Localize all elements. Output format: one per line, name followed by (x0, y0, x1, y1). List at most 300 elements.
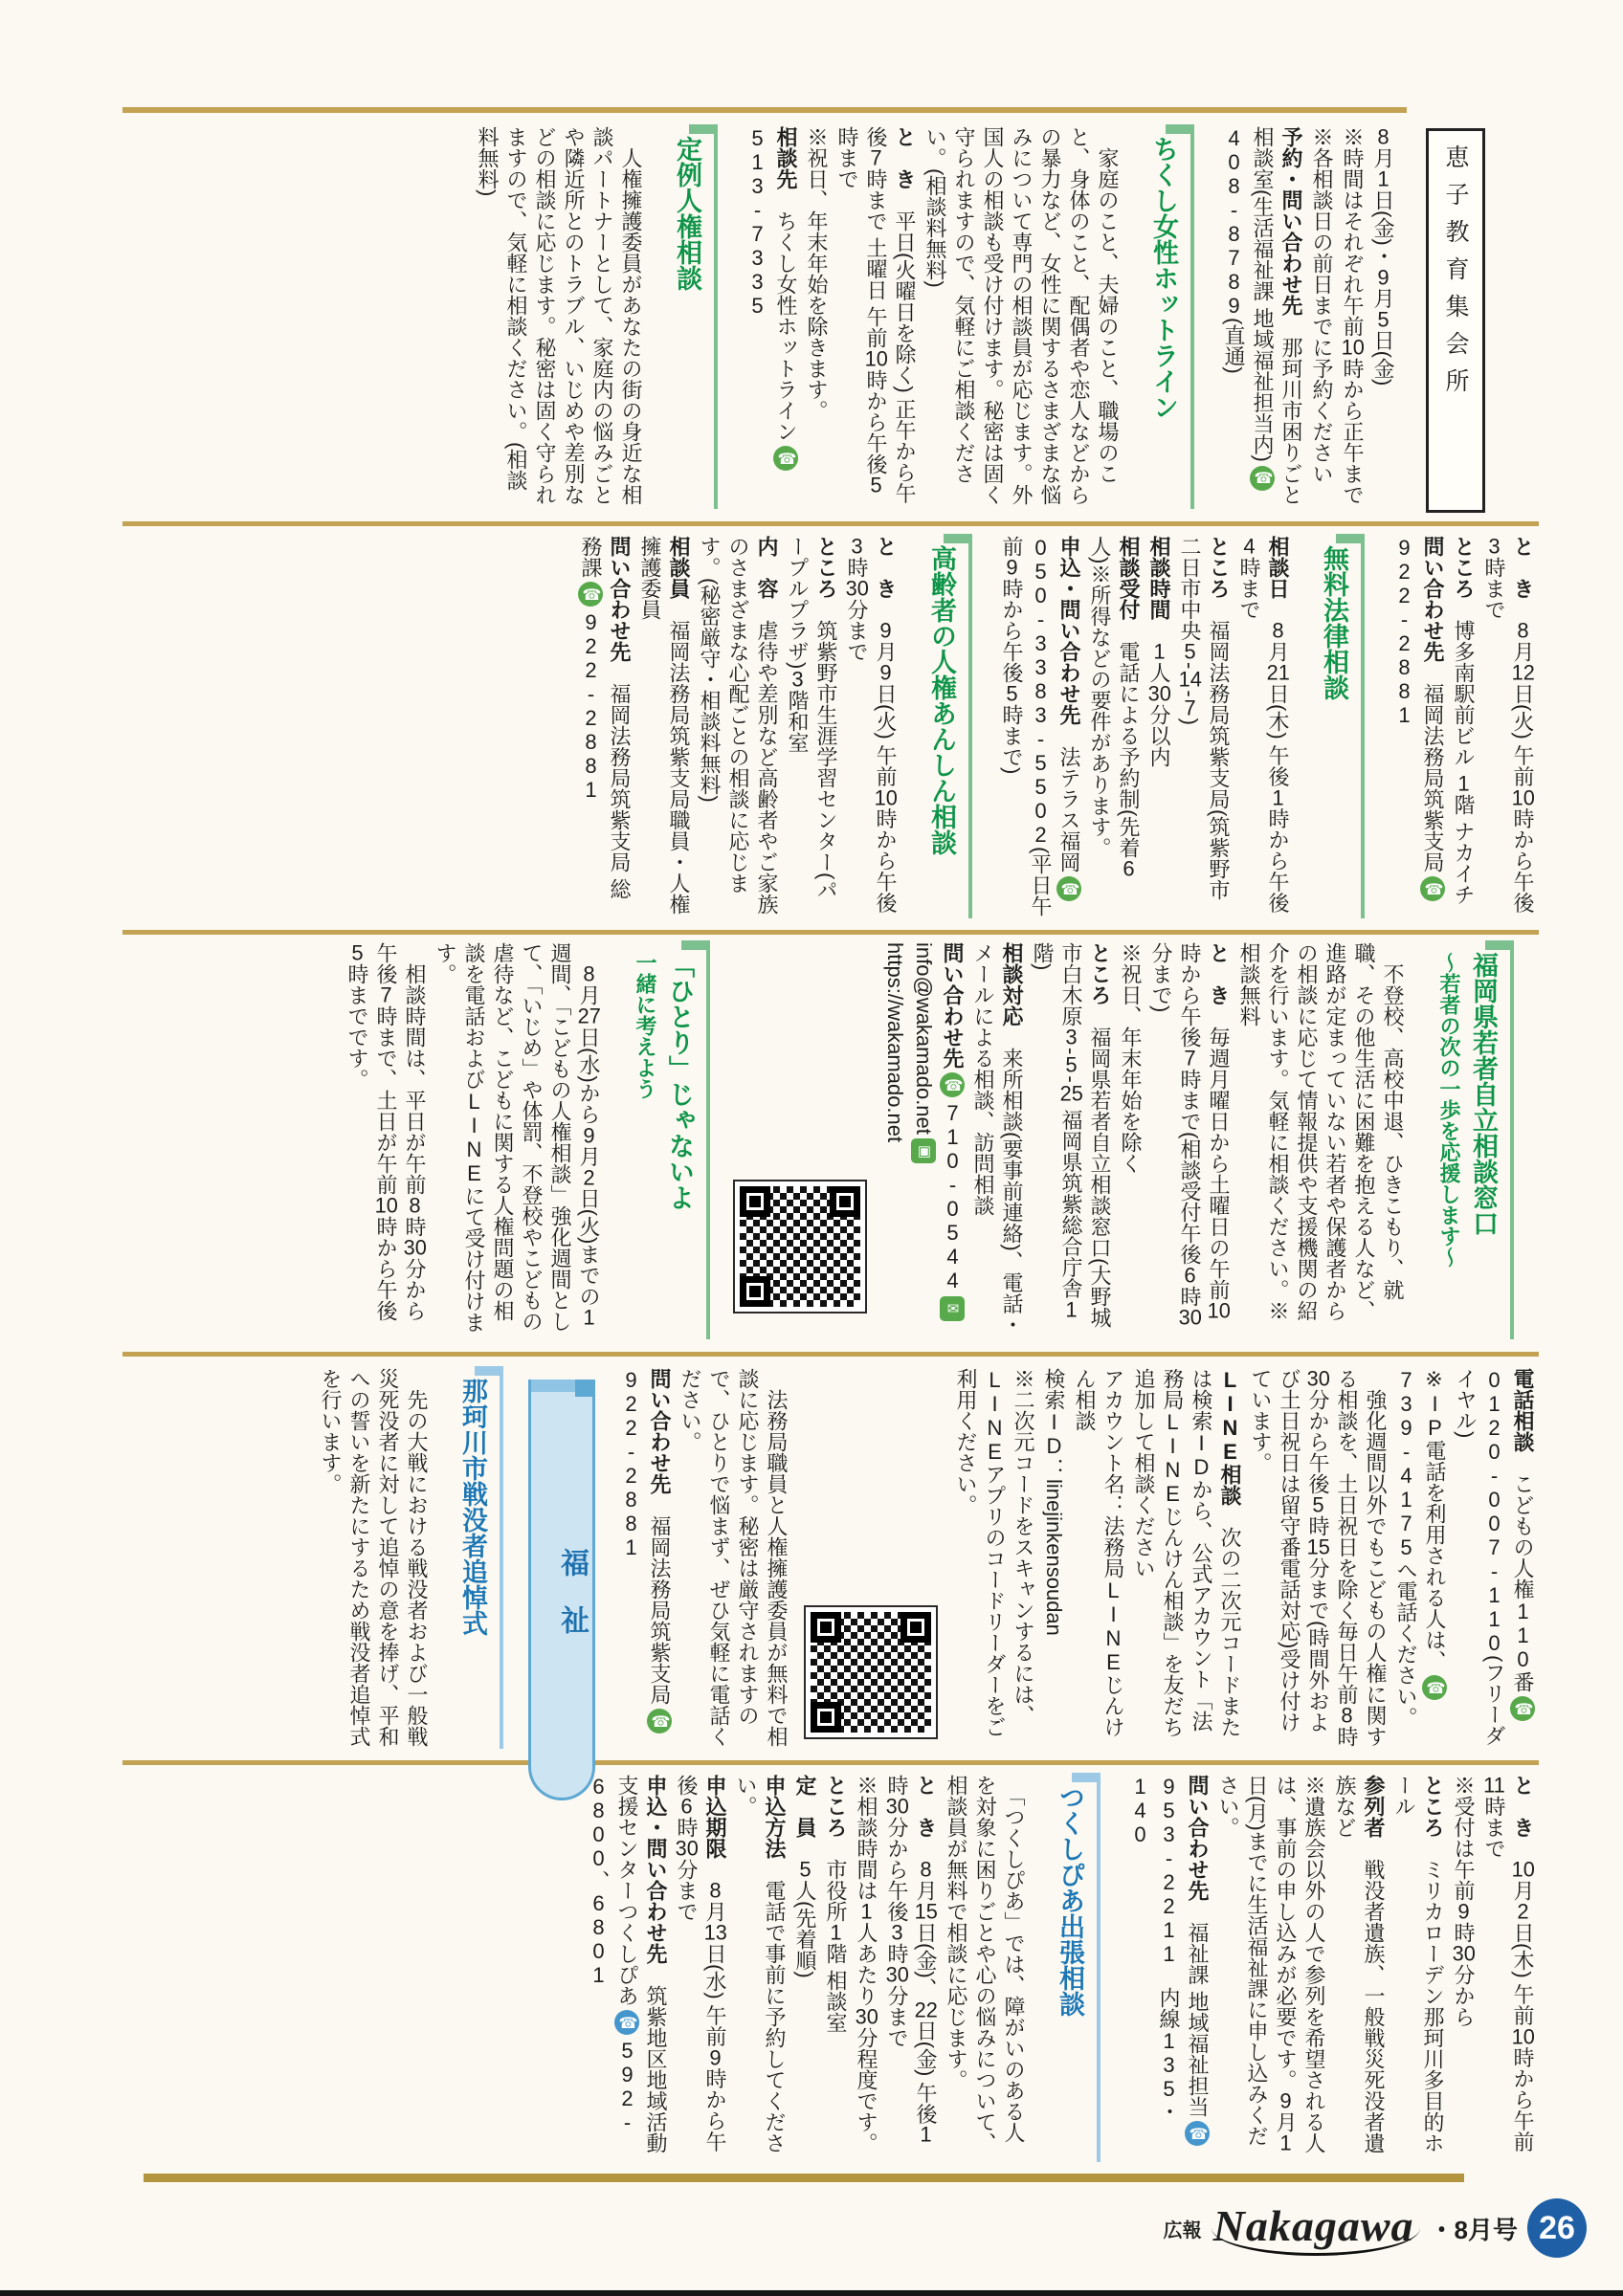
section-title (1047, 1775, 1101, 2162)
inline-number: 5 (1006, 683, 1018, 704)
paragraph (316, 1368, 431, 1749)
inline-number: 30 (845, 578, 869, 599)
inline-number: 15 (914, 1901, 938, 1922)
footer-brand-logo: Nakagawa (1212, 2200, 1420, 2256)
inline-number: 30 (1306, 1368, 1330, 1389)
inline-number: 21 (1266, 662, 1290, 683)
phone-number: 0120-007-110 (1482, 1368, 1506, 1655)
separator-line-bottom (144, 2174, 1464, 2182)
field-label: ところ (824, 1775, 848, 1838)
paragraph (802, 126, 831, 509)
inline-number: 10 (874, 786, 898, 808)
section-title (1426, 942, 1514, 1339)
inline-number: 110 (1511, 1600, 1535, 1671)
text-run: info@wakamado.net (912, 942, 936, 1135)
section-title (450, 1368, 503, 1749)
section-title-text: 高齢者の人権あんしん相談 (927, 545, 956, 855)
inline-number: IP (1423, 1392, 1447, 1440)
inline-number: ID (1189, 1431, 1213, 1479)
paragraph (695, 536, 781, 918)
field-label: 問い合わせ先 (1421, 536, 1445, 662)
paragraph (1234, 536, 1292, 918)
field-label: 問い合わせ先 (608, 536, 632, 662)
content-band-2 (92, 536, 1539, 918)
paragraph (1391, 1368, 1449, 1749)
text-run: 福岡法務局筑紫支局職員・人権擁護委員 (638, 536, 691, 915)
phone-icon: ☎ (614, 2010, 639, 2035)
paragraph (1070, 1368, 1127, 1749)
phone-icon: ☎ (1250, 466, 1275, 491)
inline-number: 9 (709, 2046, 722, 2068)
paragraph (1390, 1775, 1447, 2162)
field-label: 電話相談 (1511, 1368, 1535, 1452)
inline-number: 7 (380, 984, 392, 1005)
paragraph (672, 1775, 729, 2162)
phone-number: 922-2881 (619, 1368, 643, 1559)
section-title (1311, 536, 1365, 918)
qr-finder-pattern (740, 1276, 770, 1307)
inline-number: 5 (1377, 308, 1390, 330)
paragraph (676, 1368, 790, 1749)
inline-number: 22 (914, 1998, 938, 2020)
inline-number: 10 (1511, 1859, 1535, 1880)
inline-number: 4 (1243, 536, 1256, 557)
inline-number: 14 (1178, 669, 1202, 691)
inline-number: LINE (1101, 1578, 1125, 1674)
inline-number: 8 (1272, 620, 1284, 641)
separator-line-top (122, 107, 1407, 113)
text-run: 戦没者遺族、一般戦災死没者遺族など (1333, 1775, 1386, 2153)
qr-finder-pattern (830, 1186, 860, 1217)
paragraph (783, 536, 840, 918)
phone-icon: ☎ (1185, 2121, 1210, 2146)
text-run: (直通) (1222, 318, 1246, 374)
text-run: 福岡法務局筑紫支局(筑紫野市二日市中央5-14-7) (1178, 536, 1231, 901)
inline-number: 1 (1457, 773, 1470, 795)
inline-number: 30 (885, 1796, 909, 1817)
text-run: 電話による予約制(先着6人)※所得などの要件があります。 (1088, 536, 1141, 880)
boxed-section-title: 恵子教育集会所 (1426, 128, 1485, 513)
field-label: ところ (1452, 536, 1476, 599)
field-label: 内 容 (755, 536, 779, 599)
paragraph (951, 1368, 1037, 1749)
inline-number: 5 (1312, 1494, 1324, 1515)
field-label: 相談日 (1266, 536, 1290, 599)
inline-number: 12 (1511, 662, 1535, 683)
page-bottom-edge (0, 2290, 1623, 2296)
field-label: ところ (1421, 1775, 1445, 1838)
text-run: 先の大戦における戦没者および一般戦災死没者に対して追悼の意を捧げ、平和への誓いを新たにするため戦没者追悼式を行います。 (319, 1368, 429, 1747)
section-title-text: つくしぴあ出張相談 (1056, 1784, 1084, 2017)
text-run: アカウント名：法務局LINEじんけん相談 (1073, 1368, 1125, 1737)
text-run: 電話で事前に予約してください。 (734, 1775, 787, 2153)
inline-number: 5 (1065, 1054, 1078, 1076)
inline-number: 3 (1488, 536, 1501, 557)
text-run: 平日(火曜日を除く) 正午から午後7時まで 土曜日 午前10時から午後5時まで (835, 126, 917, 504)
inline-number: 30 (1147, 683, 1171, 704)
content-band-5 (92, 1775, 1539, 2162)
field-label: 相談対応 (1000, 942, 1024, 1027)
phone-number: 922-2881 (579, 610, 603, 802)
field-label: 定 員 (793, 1775, 817, 1838)
qr-finder-pattern (740, 1186, 770, 1217)
text-run: 那珂川市困りごと相談室(生活福祉課 地域福祉担当内) (1251, 126, 1303, 505)
phone-number: 922-2881 (1392, 536, 1416, 727)
field-label: と き (1511, 536, 1535, 599)
inline-number: 8 (709, 1880, 722, 1901)
text-run: 5人(先着順) (793, 1859, 817, 1978)
inline-number: 135 (1157, 2029, 1181, 2101)
inline-number: 30 (675, 1838, 699, 1859)
text-run: 8月1日(金)・9月5日(金) (1371, 126, 1395, 386)
inline-number: 9 (1279, 2090, 1292, 2111)
text-run: 福岡法務局筑紫支局 (1421, 662, 1445, 872)
section-title (1141, 126, 1194, 509)
text-run: 不登校、高校中退、ひきこもり、就職、その他生活に困難を抱える人など、進路が定まっていない若者や保護者からの相談に応じて情報提供や支援機関の紹介を行います。気軽に相談ください。※相談無料 (1237, 942, 1405, 1321)
page-footer (1164, 2198, 1587, 2258)
inline-number: 8 (583, 963, 595, 984)
inline-number: 6 (680, 1796, 693, 1817)
inline-number: 1 (583, 1307, 595, 1329)
phone-number: 953-2211 (1157, 1775, 1181, 1966)
inline-number: 140 (1128, 1775, 1152, 1846)
text-run: 筑紫地区地域活動支援センターつくしぴあ (615, 1775, 668, 2153)
section-subtitle-text: 一緒に考えよう (634, 952, 657, 1099)
field-label: と き (914, 1775, 938, 1838)
field-label: 相談時間 (1147, 536, 1171, 620)
inline-number: 3 (891, 1922, 903, 1943)
paragraph (584, 1775, 670, 2162)
section-title-text: 福岡県若者自立相談窓口 (1469, 952, 1498, 1236)
paragraph (1125, 1775, 1212, 2162)
inline-number: 1 (860, 1901, 873, 1922)
inline-number: 10 (1511, 786, 1535, 808)
inline-number: 3 (1065, 1027, 1078, 1048)
text-run: ミリカローデン那珂川多目的ホール (1392, 1775, 1445, 2153)
text-run: https://wakamado.net (883, 942, 907, 1143)
paragraph (921, 126, 1122, 509)
separator-line-4 (122, 1352, 1539, 1357)
inline-number: 5 (351, 942, 364, 963)
category-tab-fukushi: 福祉 (528, 1380, 595, 1800)
inline-number: 10 (1511, 2025, 1535, 2047)
inline-number: LINE (462, 1090, 486, 1185)
text-run: 虐待や差別など高齢者やご家族のさまざまな心配ごとの相談に応じます。(秘密厳守・相談料無料) (698, 536, 779, 915)
inline-number: 8 (1341, 1705, 1353, 1726)
phone-number: 710-0544 (941, 1101, 965, 1292)
text-run: (平日午前9時から午後5時まで) (1000, 536, 1053, 917)
paragraph (731, 1775, 789, 2162)
inline-number: 2 (1517, 1901, 1529, 1922)
text-run: 検索ID：linejinkensoudan (1042, 1368, 1066, 1636)
paragraph (1234, 942, 1407, 1339)
section-title (919, 536, 972, 918)
field-label: 問い合わせ先 (648, 1368, 672, 1494)
phone-icon: ☎ (773, 446, 798, 471)
phone-number: 739-4175 (1394, 1368, 1418, 1559)
field-label: 相談先 (774, 126, 798, 189)
text-run: ※祝日、年末年始を除きます。 (805, 126, 829, 421)
paragraph (997, 536, 1083, 918)
paragraph (790, 1775, 819, 2162)
paragraph (635, 536, 693, 918)
qr-finder-pattern (811, 1612, 841, 1643)
paragraph (833, 126, 919, 509)
paragraph (1175, 536, 1233, 918)
field-label: LINE相談 (1218, 1368, 1242, 1506)
text-run: 筑紫野市生涯学習センター(パープルプラザ)3階和室 (786, 536, 838, 901)
paragraph (1145, 536, 1173, 918)
field-label: と き (893, 126, 917, 189)
text-run: 市役所1階 相談室 (824, 1838, 848, 2034)
text-run: ※相談時間は1人あたり30分程度です。 (855, 1775, 878, 2153)
phone-icon: ☎ (940, 1072, 965, 1097)
inline-number: 30 (1452, 1943, 1476, 1964)
web-icon: ▣ (911, 1138, 936, 1163)
inline-number: 30 (855, 2006, 878, 2027)
inline-number: 9 (583, 1124, 595, 1146)
inline-number: 9 (1377, 266, 1390, 288)
paragraph (821, 1775, 850, 2162)
text-run: 9月9日(火) 午前10時から午後3時30分まで (845, 536, 898, 914)
text-run: ※時間はそれぞれ午前10時から正午まで (1341, 126, 1365, 505)
paragraph (1246, 1368, 1390, 1749)
paragraph (743, 126, 800, 509)
inline-number: 9 (879, 620, 892, 641)
field-label: 予約・問い合わせ先 (1279, 126, 1303, 316)
paragraph (1368, 126, 1397, 509)
phone-icon: ☎ (1056, 876, 1081, 901)
inline-number: 27 (577, 1005, 601, 1027)
text-run: 8月15日(金)、22日(金) 午後1時30分から午後3時30分まで (885, 1775, 938, 2146)
inline-number: 30 (885, 1964, 909, 1985)
inline-number: 1 (1153, 641, 1166, 662)
text-run: ※遺族会以外の人で参列を希望される人は、事前の申し込みが必要です。9月1日(月)までに生活福祉課に申し込みください。 (1216, 1775, 1326, 2153)
inline-number: 1 (1279, 2132, 1292, 2153)
paragraph (1039, 1368, 1068, 1749)
qr-finder-pattern (811, 1702, 841, 1733)
paragraph (1390, 536, 1447, 918)
text-run: 博多南駅前ビル 1階 ナカイチ (1452, 599, 1476, 906)
paragraph (1146, 942, 1233, 1339)
field-label: 相談員 (667, 536, 691, 599)
inline-number: 30 (1178, 1307, 1202, 1329)
text-run: へ電話ください。 (1394, 1559, 1418, 1728)
text-run: 1人30分以内 (1147, 641, 1171, 767)
phone-number: 592-6800、6801 (587, 1775, 639, 2134)
section-subtitle-text: 〜若者の次の一歩を応援します〜 (1437, 952, 1461, 1268)
content-band-1 (92, 126, 1539, 509)
separator-line-2 (122, 521, 1539, 526)
paragraph (880, 942, 967, 1339)
field-label: 申込・問い合わせ先 (1057, 536, 1081, 725)
inline-number: 5 (870, 475, 882, 497)
field-label: ところ (1088, 942, 1112, 1005)
text-run: ※各相談日の前日までに予約ください (1310, 126, 1334, 484)
inline-number: 8 (920, 1859, 932, 1880)
inline-number: ID (1042, 1410, 1066, 1458)
paragraph (1129, 1368, 1244, 1749)
inline-number: 2 (583, 1166, 595, 1188)
mail-icon: ✉ (940, 1296, 965, 1321)
text-run: 相談時間は、平日が午前8時30分から午後7時まで、土日が午前10時から午後5時までです。 (345, 942, 427, 1321)
field-label: 申込・問い合わせ先 (644, 1775, 668, 1964)
inline-number: 8 (1517, 620, 1529, 641)
inline-number: 6 (1123, 858, 1135, 880)
field-label: と き (1511, 1775, 1535, 1838)
field-label: 申込方法 (763, 1775, 787, 1859)
inline-number: 9 (1457, 1901, 1470, 1922)
paragraph (1338, 126, 1367, 509)
text-run: ※祝日、年末年始を除く (1119, 942, 1143, 1174)
inline-number: 30 (403, 1237, 427, 1258)
field-label: 相談受付 (1117, 536, 1141, 620)
text-run: 10月2日(木) 午前10時から午前11時まで (1482, 1775, 1535, 2152)
content-band-4 (92, 1368, 1539, 1749)
field-label: と き (1207, 942, 1231, 1005)
paragraph (942, 1775, 1028, 2162)
inline-number: 1 (1377, 168, 1390, 189)
inline-number: LINE (1161, 1410, 1185, 1506)
text-run: 「つくしぴあ」では、障がいのある人を対象に困りごとや心の悩みについて、相談員が無料で相談に応じます。 (945, 1775, 1026, 2153)
inline-number: 3 (851, 536, 863, 557)
text-run: ※IP電話を利用される人は、 (1423, 1368, 1447, 1671)
inline-number: 8 (409, 1195, 421, 1216)
paragraph (431, 942, 603, 1339)
paragraph (616, 1368, 674, 1749)
text-run: (フリーダイヤル) (1454, 1368, 1506, 1747)
paragraph (1028, 942, 1114, 1339)
text-run: 内線135・140 (1128, 1775, 1181, 2122)
inline-number: 1 (1065, 1298, 1078, 1320)
field-label: 問い合わせ先 (941, 942, 965, 1069)
section-title (622, 942, 710, 1339)
inline-number: 15 (1306, 1536, 1330, 1557)
field-label: 問い合わせ先 (1186, 1775, 1210, 1901)
paragraph (1085, 536, 1143, 918)
text-run: 福岡法務局筑紫支局 (648, 1494, 672, 1705)
qr-finder-pattern (900, 1612, 931, 1643)
text-run: 毎週月曜日から土曜日の午前10時から午後7時まで(相談受付午後6時30分まで) (1149, 942, 1231, 1329)
paragraph (1451, 1368, 1537, 1749)
inline-number: 7 (870, 147, 882, 168)
paragraph (1479, 536, 1537, 918)
inline-number: 1 (830, 1922, 842, 1943)
inline-number: 7 (1184, 696, 1196, 718)
field-label: 申込期限 (703, 1775, 727, 1859)
section-title-text: ちくし女性ホットライン (1149, 136, 1178, 420)
inline-number: 13 (703, 1922, 727, 1943)
section-title-text: 「ひとり」じゃないよ (665, 952, 694, 1210)
line-jinken-qr-code (806, 1607, 936, 1737)
inline-number: 6 (1184, 1265, 1196, 1287)
paragraph (343, 942, 429, 1339)
phone-icon: ☎ (1420, 876, 1445, 901)
text-run: 次の二次元コードまたは検索IDから、公式アカウント「法務局LINEじんけん相談」を友だち追加して相談ください (1132, 1368, 1242, 1737)
text-run: こどもの人権110番 (1511, 1452, 1535, 1692)
field-label: 参列者 (1362, 1775, 1386, 1838)
paragraph (1116, 942, 1145, 1339)
text-run: 8月27日(水)から9月2日(火)までの1週間、「こどもの人権相談」強化週間として、「いじめ」や体罰、不登校やこどもの虐待など、こどもに関する人権問題の相談を電話およびLINEにて受け付けます。 (434, 942, 601, 1333)
footer-brand-prefix: 広報 (1163, 2219, 1202, 2241)
inline-number: 1 (920, 2124, 932, 2146)
field-label: ところ (1207, 536, 1231, 599)
paragraph (842, 536, 900, 918)
phone-number: 050-3383-5502 (1029, 536, 1053, 847)
paragraph (852, 1775, 880, 2162)
text-run: 福祉課 地域福祉担当 (1186, 1901, 1210, 2118)
paragraph (882, 1775, 940, 2162)
inline-number: 8 (1377, 126, 1390, 147)
text-run: 福岡県若者自立相談窓口(大野城市白木原3-5-25 福岡県筑紫総合庁舎1階) (1031, 942, 1112, 1329)
phone-number: 408-8789 (1222, 126, 1246, 318)
inline-number: 5 (799, 1859, 812, 1880)
inline-number: 3 (791, 669, 804, 691)
text-run: 強化週間以外でもこどもの人権に関する相談を、土日祝日を除く毎日午前8時30分から午後5時15分まで(時間外および土日祝日は留守番電話対応)受け付けています。 (1249, 1368, 1388, 1747)
inline-number: LINE (983, 1368, 1007, 1464)
paragraph (968, 942, 1026, 1339)
phone-icon: ☎ (1422, 1675, 1447, 1700)
text-run: 法テラス福岡 (1057, 725, 1081, 872)
paragraph (1219, 126, 1305, 509)
text-run: 福岡法務局筑紫支局 総務課 (579, 536, 632, 900)
inline-number: 10 (1341, 337, 1365, 358)
text-run: 8月13日(水) 午前9時から午後6時30分まで (675, 1775, 727, 2152)
field-label: と き (874, 536, 898, 599)
inline-number: 9 (1006, 557, 1018, 578)
inline-number: 5 (1184, 641, 1196, 662)
inline-number: 10 (374, 1195, 398, 1216)
inline-number: 25 (1059, 1082, 1083, 1104)
phone-number: 513-7335 (745, 126, 769, 318)
paragraph (1479, 1775, 1537, 2162)
paragraph (1449, 1775, 1478, 2162)
paragraph (1213, 1775, 1328, 2162)
text-run: ※二次元コードをスキャンするには、LINEアプリのコードリーダーをご利用ください。 (954, 1368, 1035, 1737)
text-run: ※受付は午前9時30分から (1452, 1775, 1476, 2027)
inline-number: 10 (1207, 1300, 1231, 1321)
text-run: 来所相談(要事前連絡)、電話・メールによる相談、訪問相談 (971, 942, 1024, 1336)
paragraph (1449, 536, 1478, 918)
separator-line-5 (122, 1760, 1539, 1765)
inline-number: 11 (1483, 1775, 1505, 1796)
wakamado-qr-code (735, 1181, 865, 1312)
content-band-3 (92, 942, 1539, 1339)
text-run: 8月21日(木) 午後1時から午後4時まで (1237, 536, 1290, 914)
section-title-text: 定例人権相談 (673, 136, 701, 291)
paragraph (473, 126, 645, 509)
text-run: 家庭のこと、夫婦のこと、職場のこと、身体のこと、配偶者や恋人などからの暴力など、女性に関するさまざまな悩みについて専門の相談員が応じます。外国人の相談も受け付けます。秘密は固く守られますので、気軽にご相談ください。(相談料無料) (923, 126, 1120, 505)
phone-icon: ☎ (647, 1709, 672, 1733)
paragraph (1330, 1775, 1388, 2162)
text-run: 8月12日(火) 午前10時から午後3時まで (1482, 536, 1535, 914)
field-label: ところ (814, 536, 838, 599)
inline-number: 9 (879, 662, 892, 683)
footer-issue-label: ・8月号 (1429, 2215, 1518, 2244)
phone-icon: ☎ (578, 582, 603, 607)
paragraph (576, 536, 634, 918)
inline-number: LINE (1218, 1368, 1242, 1464)
text-run: 法務局職員と人権擁護委員が無料で相談に応じます。秘密は厳守されますので、ひとりで悩まず、ぜひ気軽に電話ください。 (678, 1368, 789, 1747)
inline-number: 10 (864, 348, 888, 370)
text-run: 人権擁護委員があなたの街の身近な相談パートナーとして、家庭内の悩みごとや隣近所とのトラブル、いじめや差別などの相談に応じます。秘密は固く守られますので、気軽に相談ください。(相談料無料) (476, 126, 643, 505)
text-run: ちくし女性ホットライン (774, 189, 798, 442)
inline-number: 1 (1272, 786, 1284, 808)
section-title-text: 那珂川市戦没者追悼式 (458, 1378, 487, 1636)
section-title (664, 126, 718, 509)
inline-number: 7 (1184, 1048, 1196, 1069)
phone-icon: ☎ (1510, 1696, 1535, 1721)
